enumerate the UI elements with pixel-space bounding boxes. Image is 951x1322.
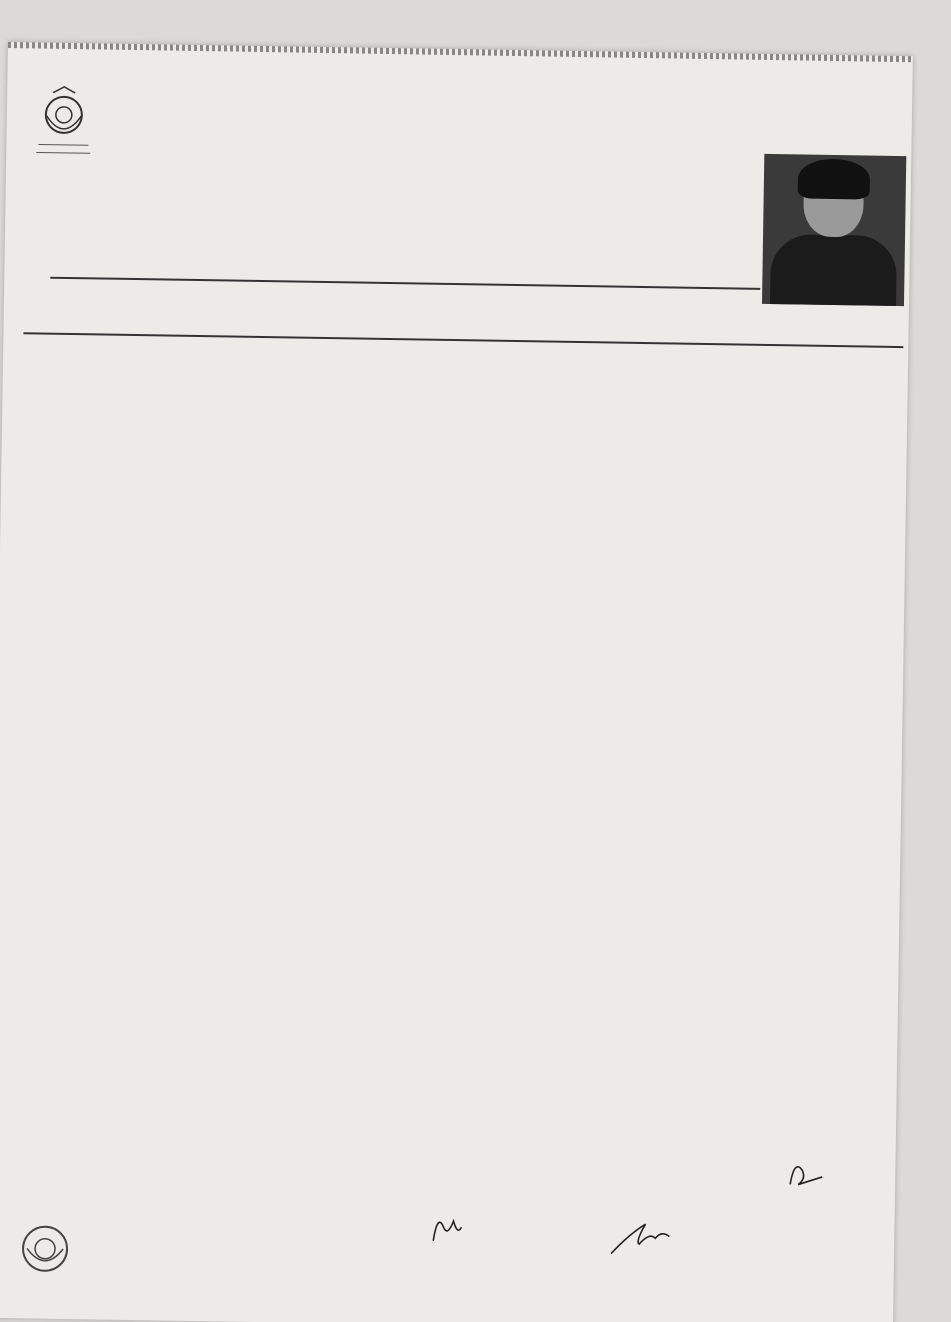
university-logo-icon (28, 82, 99, 163)
divider (50, 277, 760, 290)
checker1-signature (425, 1207, 466, 1248)
footer-seal-icon (17, 1220, 74, 1281)
checker2-signature (605, 1218, 676, 1259)
header-divider (23, 332, 903, 347)
marksheet (0, 42, 913, 1322)
officer-signature (780, 1154, 831, 1195)
years-container (8, 42, 913, 56)
col-subject-total (842, 331, 902, 332)
col-theory-total (752, 328, 832, 329)
student-photo (762, 154, 906, 306)
